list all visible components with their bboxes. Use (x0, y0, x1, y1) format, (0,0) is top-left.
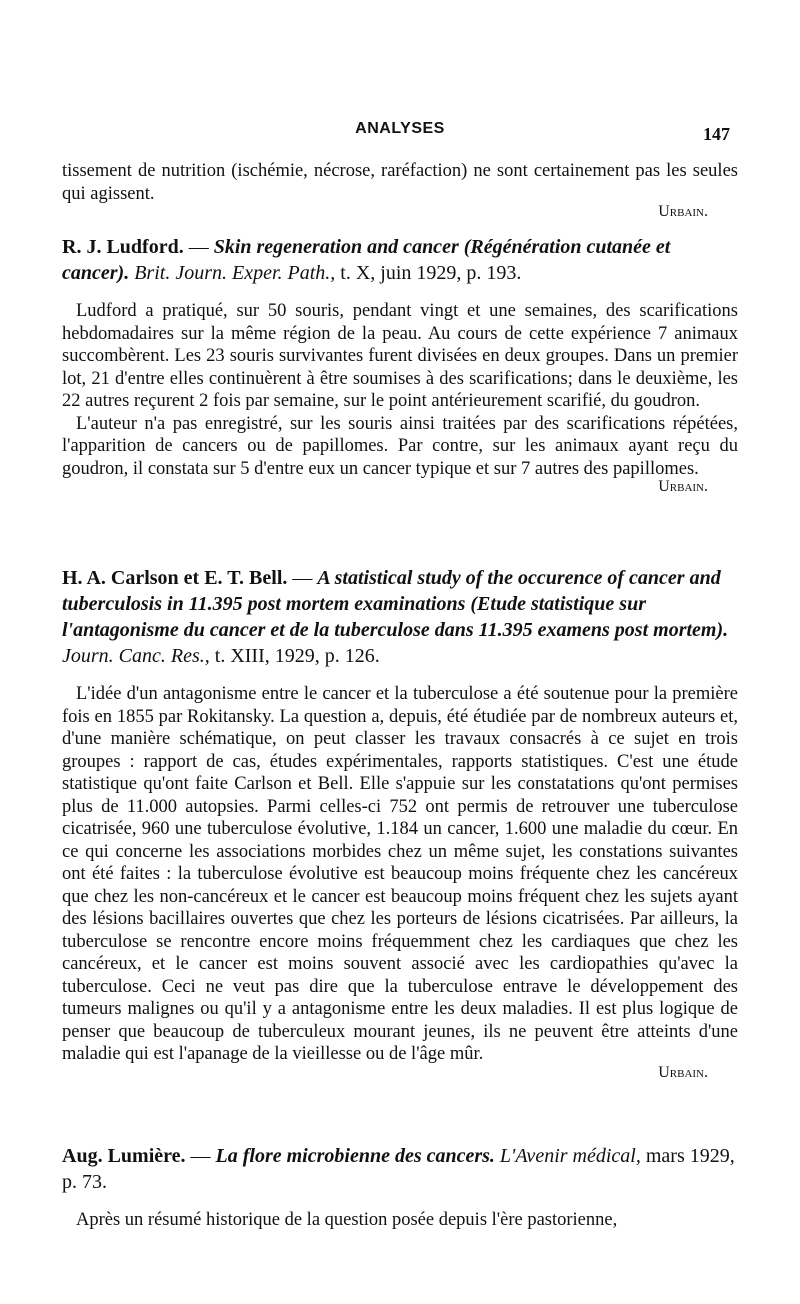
intro-signature: Urbain. (658, 203, 708, 220)
entry-title: Skin regeneration and cancer (Régénération cutanée et cancer). (62, 236, 671, 284)
entry-heading (62, 234, 738, 286)
entry-details: mars 1929, p. 73. (62, 1145, 735, 1193)
running-title: ANALYSES (355, 120, 445, 137)
entry-heading (62, 565, 738, 669)
entry-paragraph: Ludford a pratiqué, sur 50 souris, pendant vingt et une semaines, des scarifications hebdomadaires sur la même région de la peau. Au cours de cette expérience 7 animaux succombèrent. Les 23 souris survivantes furent divisées en deux groupes. Dans un premier lot, 21 d'entre elles continuèrent à être soumises à des scarifications; dans le deuxième, les 22 autres reçurent 2 fois par semaine, sur le point antérieurement scarifié, du goudron. (62, 301, 738, 411)
entry-carlson-bell (62, 565, 738, 1082)
entry-signature: Urbain. (658, 1063, 708, 1081)
intro-paragraph-block (62, 160, 738, 221)
entry-details: t. X, juin 1929, p. 193. (340, 262, 522, 284)
entry-author: Aug. Lumière. (62, 1145, 186, 1167)
entry-title: A statistical study of the occurence of cancer and tuberculosis in 11.395 post mortem examinations (Etude statistique sur l'antagonisme du cancer et de la tuberculose dans 11.395 examens post mortem). (62, 567, 729, 641)
entry-journal: Journ. Canc. Res., (62, 645, 210, 667)
entry-details: t. XIII, 1929, p. 126. (214, 645, 380, 667)
entry-author: H. A. Carlson et E. T. Bell. (62, 567, 288, 589)
entry-paragraph: L'idée d'un antagonisme entre le cancer et la tuberculose a été soutenue pour la première fois en 1855 par Rokitansky. La question a, depuis, été étudiée par de nombreux auteurs et, d'une manière schématique, on peut classer les travaux consacrés à ce sujet en trois groupes : rapport de cas, études expérimentales, rapports statistiques. C'est une étude statistique qu'ont faite Carlson et Bell. Elle s'appuie sur les constatations qu'ont permises plus de 11.000 autopsies. Parmi celles-ci 752 ont permis de retrouver une tuberculose cicatrisée, 960 une tuberculose évolutive, 1.184 un cancer, 1.600 une maladie du cœur. En ce qui concerne les associations morbides chez un même sujet, les constations suivantes ont été faites : la tuberculose évolutive est beaucoup moins fréquente chez les cancéreux que chez les non-cancéreux et le cancer est beaucoup moins fréquent chez les sujets ayant des lésions bacillaires ouvertes que chez les porteurs de lésions cicatrisées. Par ailleurs, la tuberculose se rencontre encore moins fréquemment chez les cardiaques que chez les cancéreux, et le cancer est moins souvent associé avec les cardiopathies qu'avec la tuberculose. Ceci ne veut pas dire que la tuberculose entrave le développement des tumeurs malignes ou qu'il y a antagonisme entre les deux maladies. Il est plus logique de penser que beaucoup de tuberculeux mourant jeunes, ils ne peuvent être atteints d'une maladie qui est l'apanage de la vieillesse ou de l'âge mûr. (62, 684, 738, 1064)
entry-lumiere (62, 1143, 738, 1232)
entry-signature: Urbain. (658, 478, 708, 495)
intro-paragraph: tissement de nutrition (ischémie, nécrose, raréfaction) ne sont certainement pas les seules qui agissent. (62, 161, 738, 204)
entry-dash: — (183, 236, 214, 258)
entry-author: R. J. Ludford. (62, 236, 184, 258)
entry-title: La flore microbienne des cancers. (215, 1145, 495, 1167)
entry-dash: — (287, 567, 318, 589)
entry-heading (62, 1143, 738, 1195)
entry-paragraph: L'auteur n'a pas enregistré, sur les souris ainsi traitées par des scarifications répétées, l'apparition de cancers ou de papillomes. Par contre, sur les animaux ayant reçu du goudron, il constata sur 5 d'entre eux un cancer typique et sur 7 autres des papillomes. (62, 413, 738, 479)
entry-dash: — (185, 1145, 216, 1167)
entry-ludford (62, 234, 738, 496)
entry-paragraph: Après un résumé historique de la question posée depuis l'ère pastorienne, (76, 1210, 618, 1230)
page-number: 147 (703, 124, 730, 144)
entry-journal: L'Avenir médical, (499, 1145, 641, 1167)
entry-journal: Brit. Journ. Exper. Path., (134, 262, 336, 284)
page-header (0, 118, 800, 148)
